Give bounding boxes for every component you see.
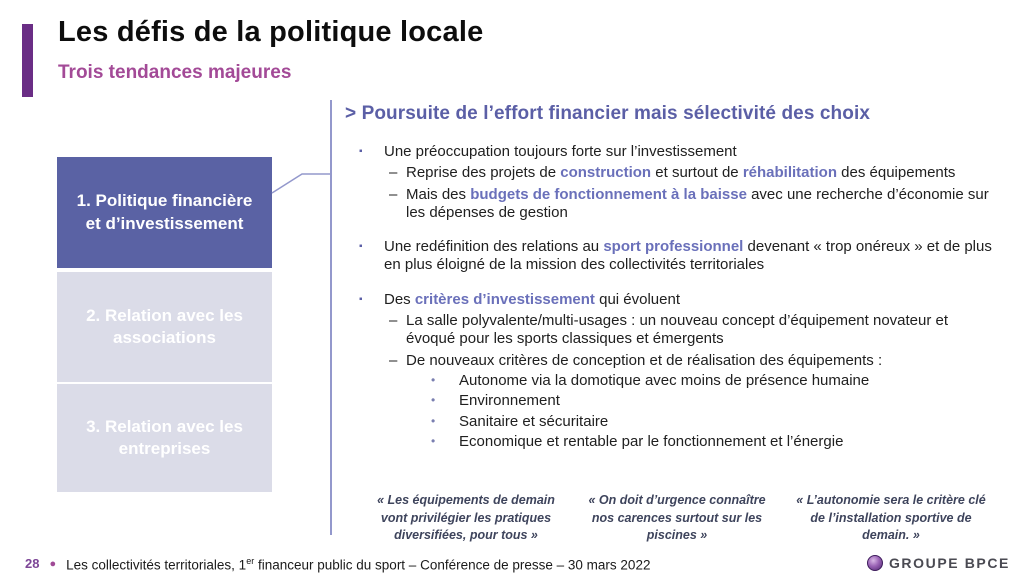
dot-marker: • — [431, 413, 436, 428]
content-dot-item — [345, 433, 1000, 451]
page-title: Les défis de la politique locale — [58, 16, 484, 48]
quote-2: « On doit d’urgence connaître nos carences surtout sur les piscines » — [588, 493, 766, 542]
content-dot-item — [345, 372, 1000, 390]
sidebar-item-label: 3. Relation avec les entreprises — [86, 416, 243, 458]
page-number: 28 — [25, 556, 40, 572]
sidebar-item-relation-entreprises — [57, 384, 272, 492]
bullet-marker: ▪ — [359, 146, 363, 157]
dot-marker: • — [431, 393, 436, 408]
content-bullet-item — [345, 291, 1000, 309]
content-text: Une préoccupation toujours forte sur l’investissement — [384, 143, 737, 160]
groupe-bpce-logo — [867, 555, 1010, 571]
content-text: Economique et rentable par le fonctionnement et l’énergie — [459, 432, 844, 450]
content-text: La salle polyvalente/multi-usages : un nouveau concept d’équipement novateur et évoqué pour les sports classiques et émergents — [406, 312, 949, 348]
logo-label: GROUPE BPCE — [888, 555, 1010, 571]
dot-marker: • — [431, 433, 436, 448]
bullet-marker: ▪ — [359, 241, 363, 253]
quotes-row — [368, 492, 992, 545]
content-dash-item — [345, 186, 1000, 223]
content-bullet-item — [345, 143, 1000, 161]
page-subtitle: Trois tendances majeures — [58, 62, 292, 83]
content-text: Mais des budgets de fonctionnement à la baisse avec une recherche d’économie sur les dépenses de gestion — [406, 185, 989, 221]
divider-line — [330, 100, 332, 535]
content-dash-item — [345, 164, 1000, 182]
content-text: Environnement — [459, 392, 560, 410]
dash-marker: – — [389, 185, 398, 203]
sidebar-item-relation-associations — [57, 272, 272, 382]
sidebar-item-politique-financiere — [57, 157, 272, 268]
content-dot-item — [345, 413, 1000, 431]
dash-marker: – — [389, 312, 398, 330]
title-accent-bar — [22, 24, 33, 97]
footer-text: Les collectivités territoriales, 1er financeur public du sport – Conférence de presse – 30 mars 2022 — [66, 555, 651, 572]
bullet-marker: ▪ — [359, 293, 363, 305]
content-text: De nouveaux critères de conception et de réalisation des équipements : — [406, 351, 883, 369]
dot-marker: • — [431, 372, 436, 387]
content-blocks — [345, 143, 1000, 451]
main-content — [345, 103, 1000, 451]
section-heading: > Poursuite de l’effort financier mais sélectivité des choix — [345, 103, 870, 124]
dash-marker: – — [389, 164, 398, 182]
content-text: Une redéfinition des relations au sport professionnel devenant « trop onéreux » et de plus en plus éloigné de la mission des collectivités territoriales — [384, 238, 992, 274]
content-bullet-item — [345, 238, 1000, 275]
content-dash-item — [345, 312, 1000, 349]
quote-3: « L’autonomie sera le critère clé de l’installation sportive de demain. » — [796, 493, 986, 542]
content-dash-item — [345, 352, 1000, 370]
sidebar-item-label: 1. Politique financière et d’investissement — [76, 191, 253, 233]
footer — [25, 556, 650, 573]
bpce-globe-icon — [867, 555, 883, 571]
content-text: Autonome via la domotique avec moins de présence humaine — [459, 371, 870, 389]
dash-marker: – — [389, 351, 398, 369]
content-text: Sanitaire et sécuritaire — [459, 412, 609, 430]
content-dot-item — [345, 392, 1000, 410]
sidebar-item-label: 2. Relation avec les associations — [86, 305, 243, 347]
content-text: Des critères d’investissement qui évoluent — [384, 290, 681, 308]
content-text: Reprise des projets de construction et surtout de réhabilitation des équipements — [406, 164, 956, 182]
footer-dot-icon: ● — [49, 557, 57, 570]
quote-1: « Les équipements de demain vont privilégier les pratiques diversifiées, pour tous » — [377, 493, 555, 542]
